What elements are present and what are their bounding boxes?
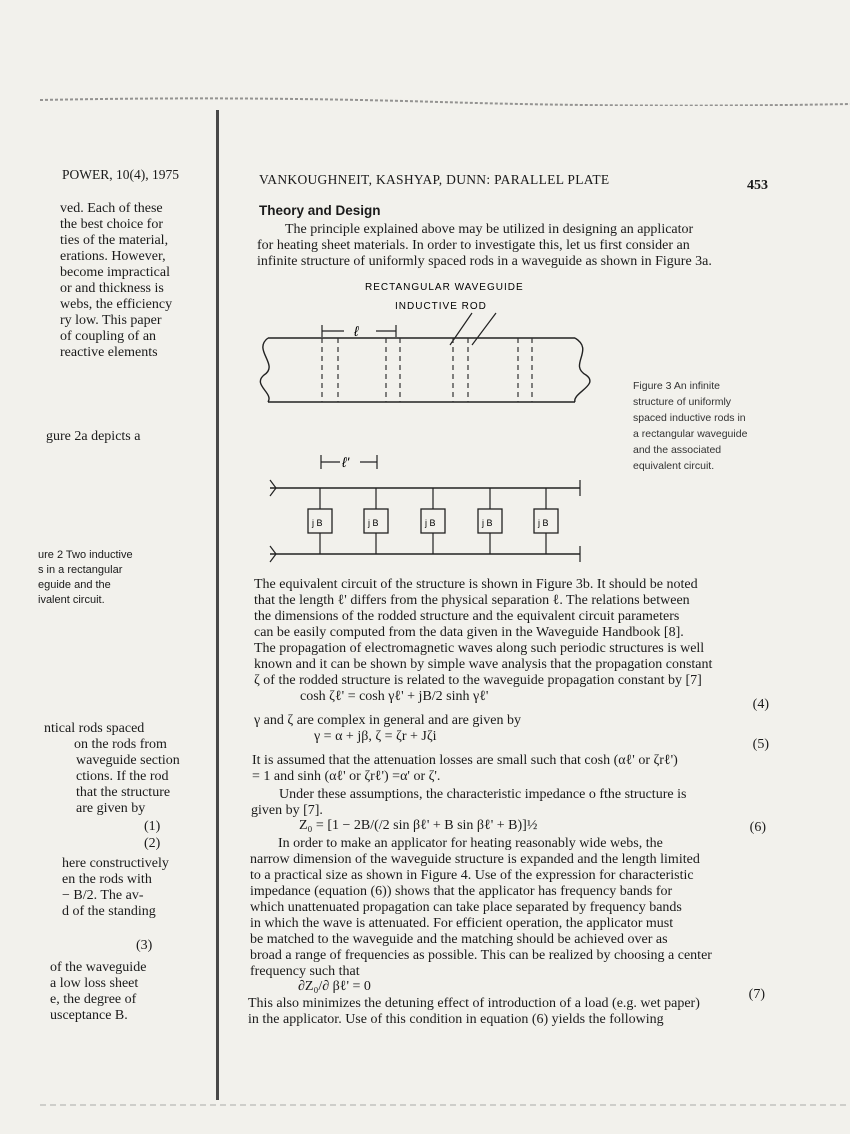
text-line: in which the wave is attenuated. For efficient operation, the applicator must <box>250 916 674 931</box>
scan-edge-bottom <box>40 1100 850 1110</box>
left-line-figure2-ref: gure 2a depicts a <box>46 429 141 444</box>
rod-pointer-lines <box>450 313 496 345</box>
equation-7 <box>250 979 765 1002</box>
equation-4 <box>254 689 769 712</box>
inductive-rods <box>322 338 532 402</box>
text-line: that the length ℓ' differs from the physical separation ℓ. The relations between <box>254 593 690 608</box>
scan-edge-top <box>40 92 850 106</box>
left-line: ry low. This paper <box>60 313 162 328</box>
left-line: or and thickness is <box>60 281 164 296</box>
left-text-block-bottom <box>50 960 146 1024</box>
text-line: to a practical size as shown in Figure 4. Use of the expression for characteristic <box>250 868 694 883</box>
eq3-number: (3) <box>136 938 153 953</box>
left-text-block-top <box>60 201 172 361</box>
waveguide-break-left <box>260 338 269 402</box>
shunt-element <box>421 488 445 554</box>
text-line: The equivalent circuit of the structure is shown in Figure 3b. It should be noted <box>254 577 698 592</box>
left-running-head: POWER, 10(4), 1975 <box>62 167 179 182</box>
figure2-caption: ure 2 Two inductive s in a rectangular eguide and the ivalent circuit. <box>38 549 133 606</box>
left-line: ctions. If the rod <box>76 769 169 784</box>
waveguide-break-right <box>575 338 590 402</box>
left-line: here constructively <box>62 856 169 871</box>
text-line: can be easily computed from the data given in the Waveguide Handbook [8]. <box>254 625 684 640</box>
shunt-susceptances <box>308 488 558 554</box>
equation-text: Z₀ = [1 − 2B/(/2 sin βℓ' + B sin βℓ' + B)]½ <box>299 818 538 833</box>
left-line: waveguide section <box>76 753 180 768</box>
text-line: known and it can be shown by simple wave analysis that the propagation constant <box>254 657 713 672</box>
left-line: − B/2. The av- <box>62 888 144 903</box>
text-line: ζ of the rodded structure is related to the waveguide propagation constant by [7] <box>254 673 702 688</box>
text-line: The propagation of electromagnetic waves along such periodic structures is well <box>254 641 705 656</box>
left-line: e, the degree of <box>50 992 137 1007</box>
left-line: en the rods with <box>62 872 152 887</box>
text-line: It is assumed that the attenuation losses are small such that cosh (αℓ' or ζrℓ') <box>252 753 678 768</box>
equation-number: (4) <box>752 697 769 712</box>
left-text-block-low <box>62 856 169 920</box>
left-line: a low loss sheet <box>50 976 139 991</box>
left-line: on the rods from <box>74 737 167 752</box>
label-rectangular-waveguide: RECTANGULAR WAVEGUIDE <box>365 282 524 293</box>
text-line: in the applicator. Use of this condition in equation (6) yields the following <box>248 1012 664 1027</box>
left-line: ntical rods spaced <box>44 721 145 736</box>
left-line: d of the standing <box>62 904 156 919</box>
shunt-element <box>478 488 502 554</box>
paragraph-3 <box>252 753 767 785</box>
page-gutter-line <box>216 110 219 1100</box>
eq1-number: (1) <box>144 819 161 834</box>
shunt-element <box>364 488 388 554</box>
section-title: Theory and Design <box>259 203 381 218</box>
figure3-diagram <box>250 275 610 575</box>
paragraph-6 <box>248 996 763 1028</box>
paragraph-1 <box>257 222 772 270</box>
shunt-element <box>534 488 558 554</box>
figure3-caption: Figure 3 An infinite structure of uniformly spaced inductive rods in a rectangular waveguide and the associated equivalent circuit. <box>633 380 748 472</box>
left-line: ties of the material, <box>60 233 169 248</box>
left-line: are given by <box>76 801 146 816</box>
svg-text:j B: j B <box>538 518 549 528</box>
text-line: Under these assumptions, the characteristic impedance o fthe structure is <box>279 787 687 802</box>
text-line: This also minimizes the detuning effect of introduction of a load (e.g. wet paper) <box>248 996 700 1011</box>
waveguide-walls <box>268 338 575 402</box>
left-line: that the structure <box>76 785 171 800</box>
equation-6 <box>251 818 766 836</box>
text-line: γ and ζ are complex in general and are given by <box>254 713 521 728</box>
paragraph-2 <box>254 577 769 689</box>
paragraph-5 <box>250 836 765 980</box>
running-head: VANKOUGHNEIT, KASHYAP, DUNN: PARALLEL PLATE <box>259 172 610 187</box>
equation-text: cosh ζℓ' = cosh γℓ' + jB/2 sinh γℓ' <box>300 689 489 704</box>
left-line: of coupling of an <box>60 329 157 344</box>
left-text-block-mid <box>44 721 180 817</box>
equation-text: γ = α + jβ, ζ = ζr + Jζi <box>314 729 437 744</box>
text-line: be matched to the waveguide and the matching should be achieved over as <box>250 932 668 947</box>
spacing-symbol-l-prime: ℓ' <box>342 454 350 470</box>
spacing-marker-top <box>322 325 396 337</box>
spacing-symbol-l: ℓ <box>354 323 359 339</box>
label-inductive-rod: INDUCTIVE ROD <box>395 301 487 312</box>
left-line: erations. However, <box>60 249 166 264</box>
equation-number: (6) <box>749 820 766 835</box>
left-line: the best choice for <box>60 217 164 232</box>
text-line: the dimensions of the rodded structure and the equivalent circuit parameters <box>254 609 680 624</box>
svg-text:j B: j B <box>425 518 436 528</box>
left-line: ved. Each of these <box>60 201 163 216</box>
page-number: 453 <box>747 178 768 193</box>
svg-text:j B: j B <box>368 518 379 528</box>
left-line: become impractical <box>60 265 170 280</box>
left-line: of the waveguide <box>50 960 147 975</box>
equation-5 <box>254 729 769 752</box>
left-line: webs, the efficiency <box>60 297 173 312</box>
equation-number: (7) <box>748 987 765 1002</box>
text-line: infinite structure of uniformly spaced rods in a waveguide as shown in Figure 3a. <box>257 254 712 269</box>
text-line: for heating sheet materials. In order to investigate this, let us first consider an <box>257 238 690 253</box>
paragraph-4 <box>251 787 766 819</box>
text-line: frequency such that <box>250 964 360 979</box>
text-line: given by [7]. <box>251 803 323 818</box>
text-line: In order to make an applicator for heating reasonably wide webs, the <box>278 836 663 851</box>
left-line: reactive elements <box>60 345 158 360</box>
text-line: impedance (equation (6)) shows that the applicator has frequency bands for <box>250 884 673 899</box>
left-line: usceptance B. <box>50 1008 128 1023</box>
equation-number: (5) <box>752 737 769 752</box>
text-line: The principle explained above may be utilized in designing an applicator <box>285 222 694 237</box>
text-line: = 1 and sinh (αℓ' or ζrℓ') =α' or ζ'. <box>252 769 441 784</box>
text-line: which unattenuated propagation can take place separated by frequency bands <box>250 900 682 915</box>
svg-text:j B: j B <box>482 518 493 528</box>
text-line: broad a range of frequencies as possible. This can be realized by choosing a center <box>250 948 712 963</box>
svg-text:j B: j B <box>312 518 323 528</box>
shunt-element <box>308 488 332 554</box>
text-line: narrow dimension of the waveguide structure is expanded and the length limited <box>250 852 700 867</box>
equation-text: ∂Z₀/∂ βℓ' = 0 <box>298 979 371 994</box>
eq2-number: (2) <box>144 836 161 851</box>
